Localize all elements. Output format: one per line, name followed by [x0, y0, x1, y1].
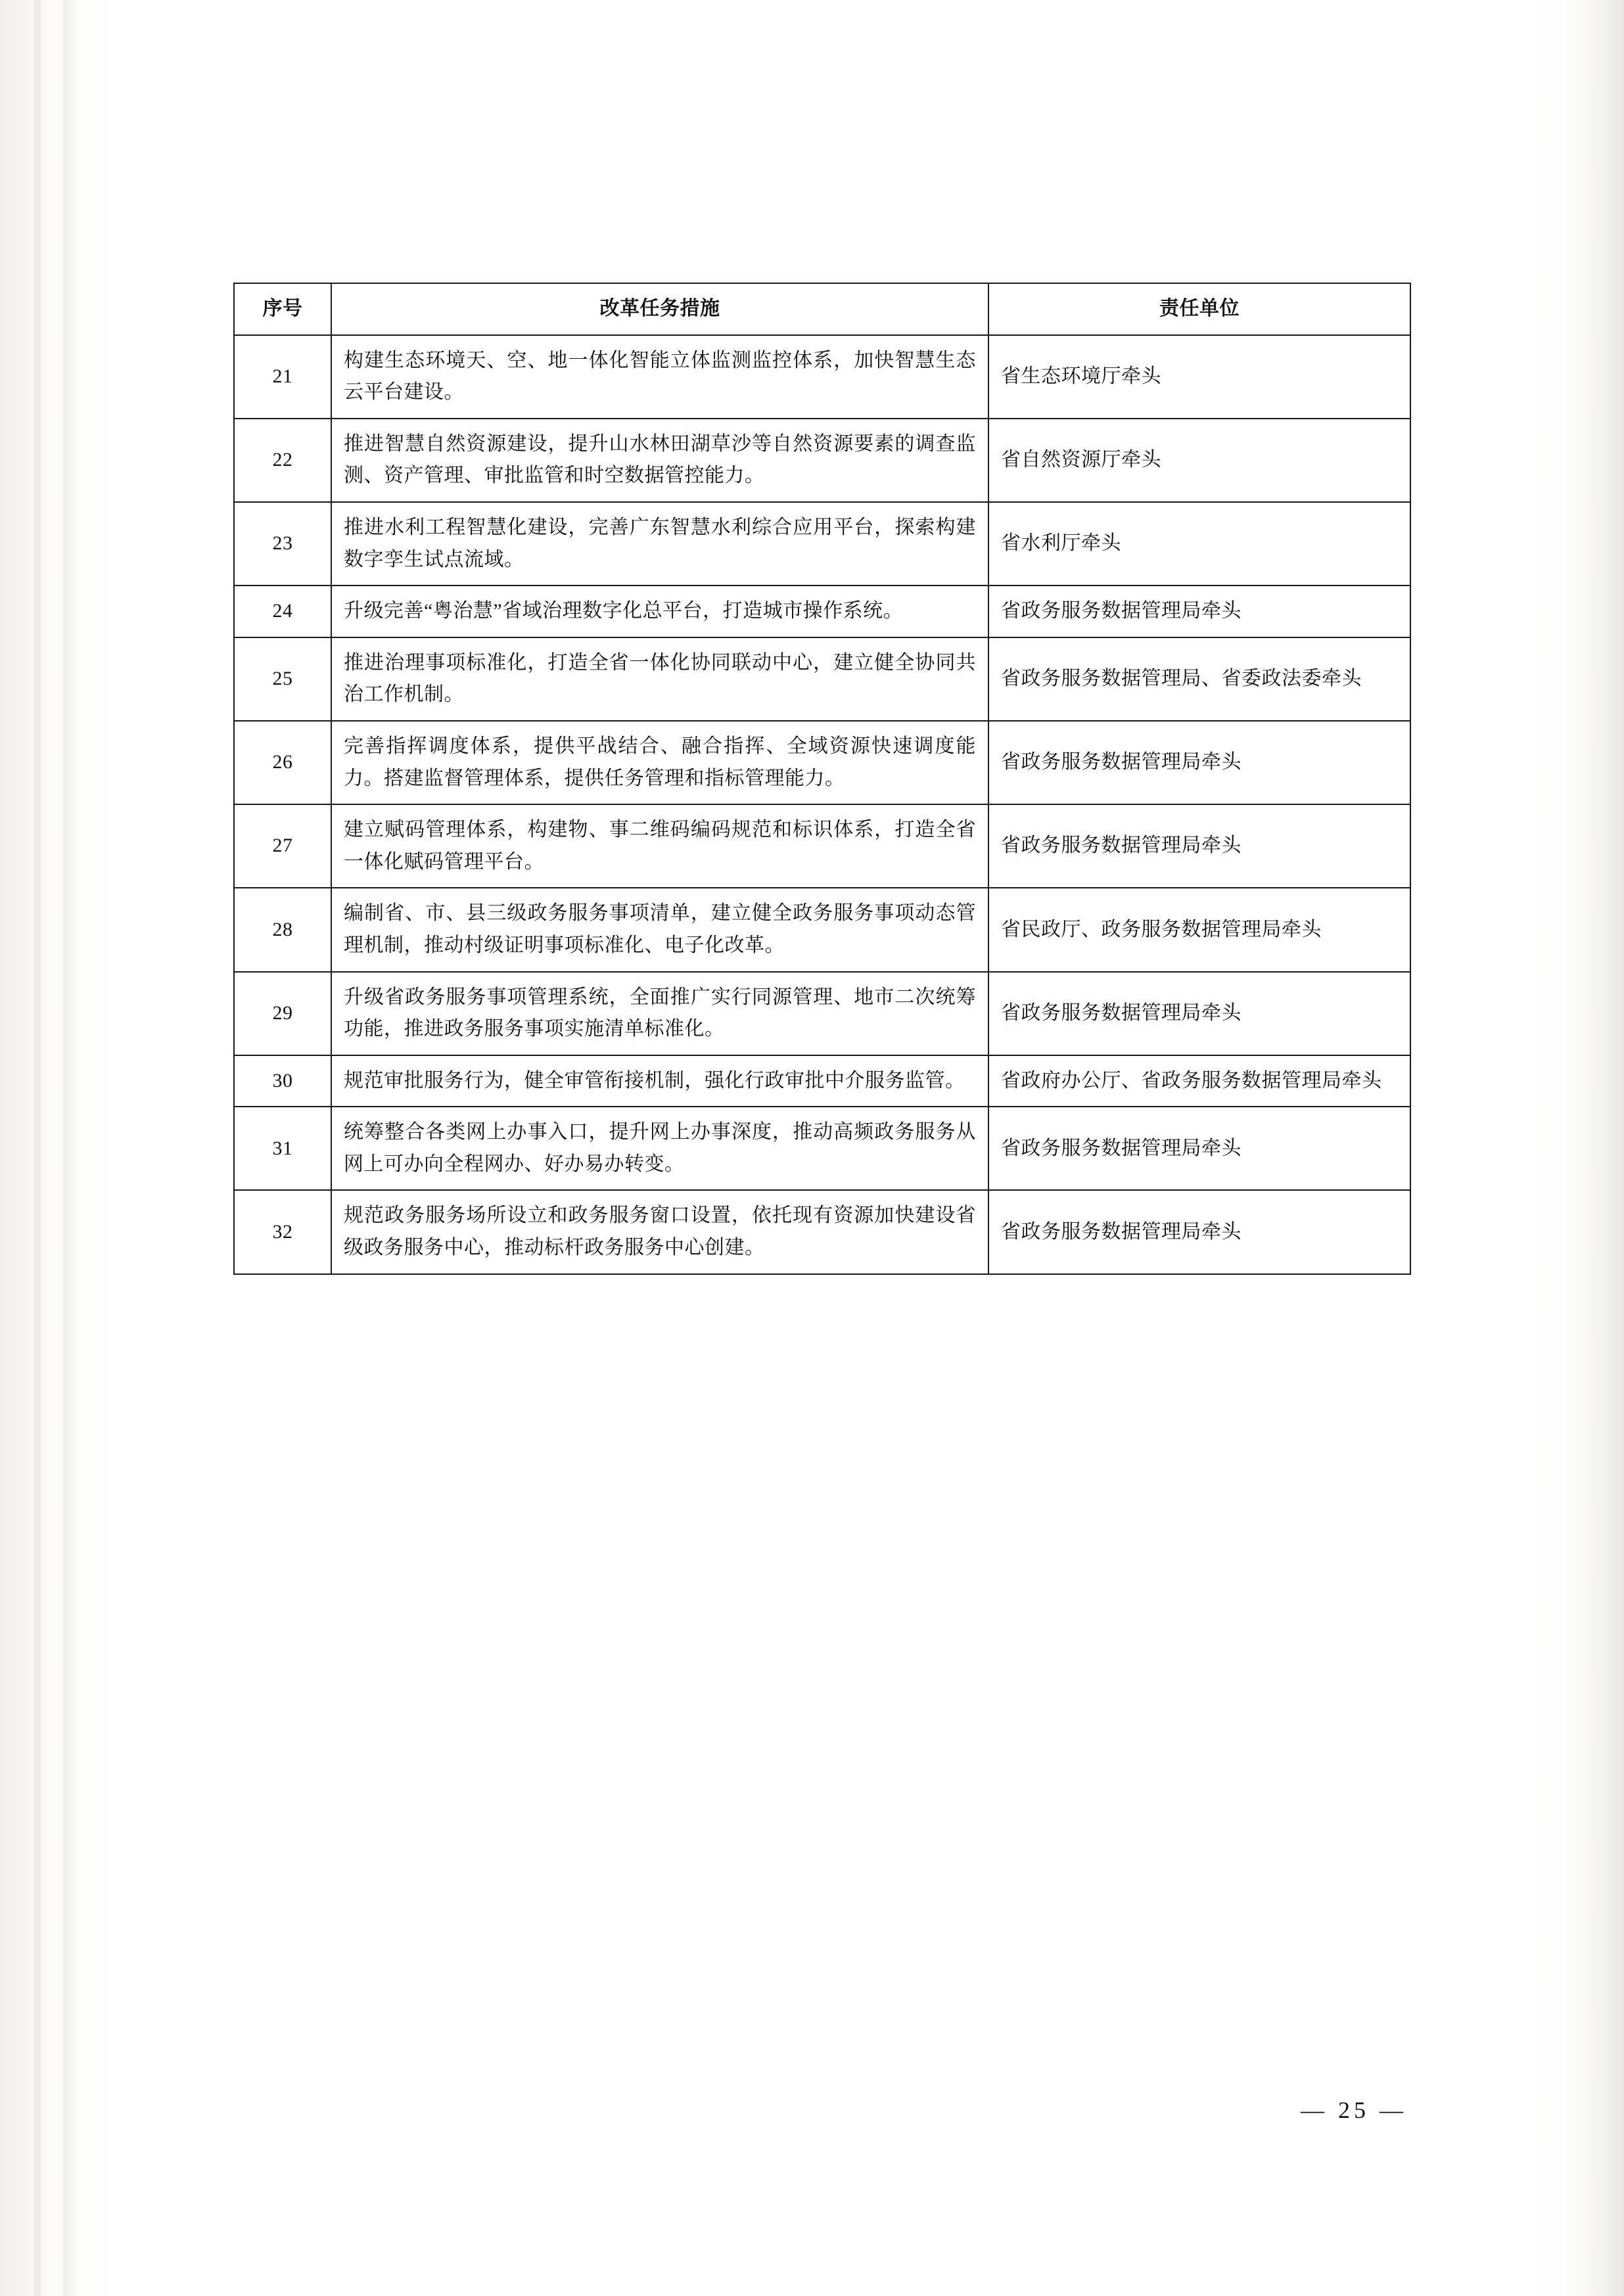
row-measure: 构建生态环境天、空、地一体化智能立体监测监控体系，加快智慧生态云平台建设。 — [331, 335, 988, 419]
row-measure: 完善指挥调度体系，提供平战结合、融合指挥、全域资源快速调度能力。搭建监督管理体系，提供任务管理和指标管理能力。 — [331, 721, 988, 804]
table-row — [234, 419, 1410, 502]
row-measure: 编制省、市、县三级政务服务事项清单，建立健全政务服务事项动态管理机制，推动村级证明事项标准化、电子化改革。 — [331, 888, 988, 971]
column-header-unit: 责任单位 — [988, 283, 1410, 335]
row-number: 24 — [234, 585, 331, 637]
table-row — [234, 1055, 1410, 1107]
row-unit: 省自然资源厅牵头 — [988, 419, 1410, 502]
page-gutter-shadow — [63, 0, 80, 2296]
row-unit: 省政务服务数据管理局牵头 — [988, 1107, 1410, 1190]
row-unit: 省政务服务数据管理局牵头 — [988, 585, 1410, 637]
table-row — [234, 721, 1410, 804]
row-unit: 省水利厅牵头 — [988, 502, 1410, 585]
row-number: 32 — [234, 1190, 331, 1274]
document-content — [233, 283, 1410, 1275]
column-header-number: 序号 — [234, 283, 331, 335]
row-number: 23 — [234, 502, 331, 585]
page-edge-shading — [1585, 0, 1624, 2296]
row-number: 27 — [234, 804, 331, 888]
column-header-measure: 改革任务措施 — [331, 283, 988, 335]
row-measure: 推进水利工程智慧化建设，完善广东智慧水利综合应用平台，探索构建数字孪生试点流域。 — [331, 502, 988, 585]
row-unit: 省生态环境厅牵头 — [988, 335, 1410, 419]
row-unit: 省政务服务数据管理局、省委政法委牵头 — [988, 637, 1410, 721]
row-measure: 推进智慧自然资源建设，提升山水林田湖草沙等自然资源要素的调查监测、资产管理、审批监管和时空数据管控能力。 — [331, 419, 988, 502]
row-number: 25 — [234, 637, 331, 721]
reform-tasks-table — [233, 283, 1411, 1275]
table-row — [234, 888, 1410, 971]
row-measure: 规范审批服务行为，健全审管衔接机制，强化行政审批中介服务监管。 — [331, 1055, 988, 1107]
page-number: — 25 — — [1301, 2097, 1407, 2123]
row-number: 31 — [234, 1107, 331, 1190]
row-number: 22 — [234, 419, 331, 502]
table-header — [234, 283, 1410, 335]
table-body — [234, 335, 1410, 1274]
row-measure: 规范政务服务场所设立和政务服务窗口设置，依托现有资源加快建设省级政务服务中心，推动标杆政务服务中心创建。 — [331, 1190, 988, 1274]
row-unit: 省政务服务数据管理局牵头 — [988, 721, 1410, 804]
row-measure: 升级完善“粤治慧”省域治理数字化总平台，打造城市操作系统。 — [331, 585, 988, 637]
row-unit: 省政务服务数据管理局牵头 — [988, 1190, 1410, 1274]
page-spine-shadow — [34, 0, 41, 2296]
row-measure: 升级省政务服务事项管理系统，全面推广实行同源管理、地市二次统筹功能，推进政务服务事项实施清单标准化。 — [331, 972, 988, 1055]
row-unit: 省政府办公厅、省政务服务数据管理局牵头 — [988, 1055, 1410, 1107]
row-number: 26 — [234, 721, 331, 804]
row-number: 29 — [234, 972, 331, 1055]
row-unit: 省政务服务数据管理局牵头 — [988, 804, 1410, 888]
table-header-row — [234, 283, 1410, 335]
table-row — [234, 585, 1410, 637]
table-row — [234, 1190, 1410, 1274]
table-row — [234, 1107, 1410, 1190]
table-row — [234, 972, 1410, 1055]
row-unit: 省民政厅、政务服务数据管理局牵头 — [988, 888, 1410, 971]
row-measure: 建立赋码管理体系，构建物、事二维码编码规范和标识体系，打造全省一体化赋码管理平台。 — [331, 804, 988, 888]
row-unit: 省政务服务数据管理局牵头 — [988, 972, 1410, 1055]
row-number: 21 — [234, 335, 331, 419]
table-row — [234, 502, 1410, 585]
table-row — [234, 335, 1410, 419]
row-number: 30 — [234, 1055, 331, 1107]
table-row — [234, 637, 1410, 721]
table-row — [234, 804, 1410, 888]
row-number: 28 — [234, 888, 331, 971]
row-measure: 推进治理事项标准化，打造全省一体化协同联动中心，建立健全协同共治工作机制。 — [331, 637, 988, 721]
row-measure: 统筹整合各类网上办事入口，提升网上办事深度，推动高频政务服务从网上可办向全程网办、好办易办转变。 — [331, 1107, 988, 1190]
